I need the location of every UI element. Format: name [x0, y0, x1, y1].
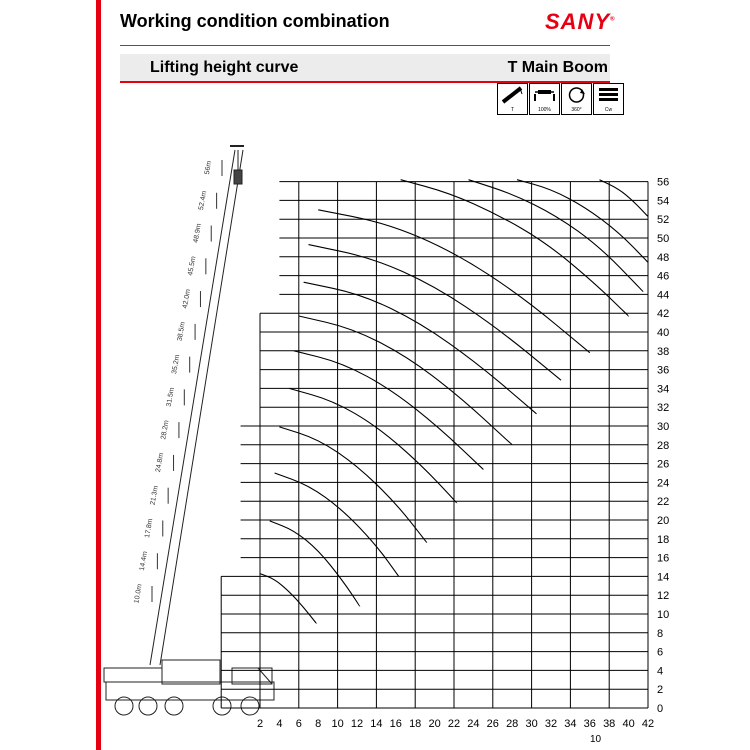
x-tick-label: 30 — [525, 718, 538, 730]
counterweight-icon-label: Cw — [604, 107, 613, 113]
y-tick-label: 34 — [657, 383, 670, 396]
y-tick-label: 20 — [657, 515, 670, 527]
y-tick-label: 32 — [657, 402, 670, 415]
x-tick-label: 6 — [295, 718, 302, 730]
boom-length-label: 38.5m — [176, 321, 187, 342]
y-tick-label: 50 — [657, 233, 670, 245]
x-tick-label: 22 — [447, 718, 461, 730]
y-tick-label: 38 — [657, 345, 670, 358]
page-title: Working condition combination — [120, 11, 390, 31]
y-tick-label: 14 — [657, 571, 670, 584]
y-tick-label: 54 — [657, 195, 670, 208]
y-tick-label: 56 — [657, 176, 670, 189]
crane-illustration — [104, 146, 274, 715]
boom-length-label: 48.9m — [192, 223, 203, 244]
boom-length-label: 52.4m — [197, 190, 209, 211]
x-tick-label: 18 — [409, 718, 422, 730]
y-axis-tick-labels — [657, 177, 669, 715]
boom-type-icon-label: T — [510, 107, 515, 113]
boom-length-label: 17.8m — [144, 518, 155, 539]
x-tick-label: 36 — [583, 718, 596, 730]
curve-28.2m — [294, 351, 483, 469]
brand-logo-text: SANY — [545, 9, 611, 34]
y-tick-label: 12 — [657, 590, 670, 603]
curve-52.4m — [517, 180, 648, 263]
outrigger-icon-label: 100% — [538, 107, 551, 113]
y-tick-label: 0 — [657, 703, 664, 715]
y-tick-label: 16 — [657, 552, 670, 565]
curve-56m — [600, 180, 649, 217]
y-tick-label: 22 — [657, 496, 670, 509]
x-tick-label: 4 — [276, 718, 283, 730]
boom-length-label: 28.2m — [160, 419, 171, 441]
x-tick-label: 24 — [467, 718, 480, 730]
chart-subtitle: Lifting height curve — [150, 59, 299, 76]
y-tick-label: 44 — [657, 289, 670, 302]
x-tick-label: 20 — [428, 718, 441, 730]
curve-35.2m — [304, 282, 537, 414]
slewing-icon-label: 360° — [571, 107, 582, 113]
y-tick-label: 6 — [657, 646, 664, 659]
curve-21.3m — [279, 427, 426, 543]
curve-24.8m — [289, 388, 457, 503]
y-tick-label: 42 — [657, 308, 670, 321]
y-tick-label: 8 — [657, 627, 664, 640]
boom-length-labels — [133, 160, 222, 604]
y-tick-label: 28 — [657, 439, 670, 452]
y-tick-label: 46 — [657, 270, 670, 283]
curve-14.4m — [270, 521, 360, 607]
x-tick-label: 28 — [506, 718, 519, 730]
x-tick-label: 42 — [641, 718, 655, 730]
x-tick-label: 40 — [622, 718, 635, 730]
x-tick-label: 8 — [315, 718, 322, 730]
curve-10.0m — [260, 574, 316, 624]
y-tick-label: 2 — [657, 684, 664, 697]
brand-trademark: ® — [610, 16, 616, 23]
boom-length-label: 42.0m — [181, 288, 193, 310]
x-tick-label: 26 — [486, 718, 499, 730]
y-tick-label: 48 — [657, 251, 670, 264]
y-tick-label: 10 — [657, 609, 670, 621]
boom-length-label: 56m — [203, 160, 214, 176]
boom-length-label: 14.4m — [138, 550, 150, 572]
y-tick-label: 18 — [657, 533, 670, 546]
x-tick-label: 12 — [350, 718, 364, 730]
y-tick-label: 24 — [657, 477, 670, 490]
y-tick-label: 36 — [657, 364, 670, 377]
boom-length-label: 35.2m — [171, 354, 182, 375]
y-tick-label: 30 — [657, 421, 670, 433]
x-axis-tick-labels — [257, 718, 654, 730]
y-tick-label: 52 — [657, 214, 670, 227]
x-tick-label: 2 — [256, 718, 264, 730]
boom-length-label: 45.5m — [187, 255, 198, 277]
x-tick-label: 34 — [564, 718, 577, 730]
x-tick-label: 16 — [389, 718, 402, 730]
curve-31.5m — [299, 316, 512, 445]
y-tick-label: 26 — [657, 458, 670, 471]
page-number: 10 — [590, 734, 602, 745]
curve-48.9m — [469, 180, 644, 292]
x-tick-label: 14 — [370, 718, 383, 730]
curve-38.5m — [309, 245, 561, 380]
boom-length-label: 10.0m — [133, 583, 144, 604]
boom-length-label: 21.3m — [149, 485, 160, 506]
x-tick-label: 38 — [603, 718, 616, 730]
boom-length-label: 31.5m — [165, 386, 176, 408]
chart-grid — [221, 182, 648, 708]
boom-length-label: 24.8m — [154, 452, 166, 473]
x-tick-label: 10 — [331, 718, 344, 730]
y-tick-label: 40 — [657, 327, 670, 339]
y-tick-label: 4 — [657, 665, 664, 678]
boom-type-label: T Main Boom — [507, 59, 608, 76]
x-tick-label: 32 — [544, 718, 558, 730]
